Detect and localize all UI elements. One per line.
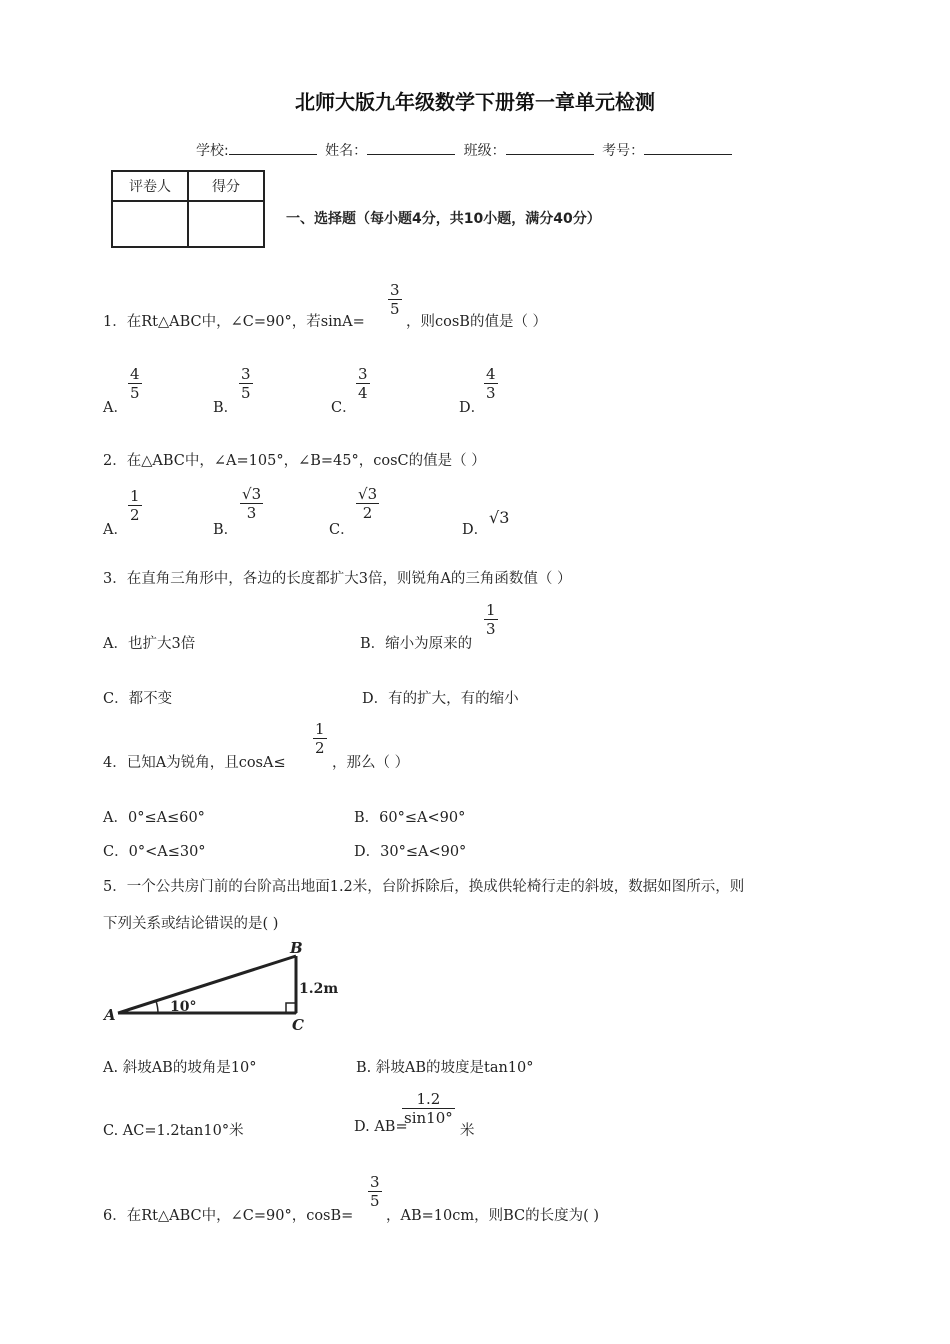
q3-option-d: D．有的扩大，有的缩小: [362, 691, 519, 707]
fraction-denominator: 3: [240, 503, 263, 522]
q5-option-a: A. 斜坡AB的坡角是10°: [103, 1060, 257, 1076]
q1-option-a-label: A．: [103, 400, 128, 416]
fraction-numerator: 1: [130, 487, 140, 505]
class-label: 班级：: [463, 143, 506, 159]
score-table: [111, 170, 265, 248]
q6-stem-fraction: [368, 1173, 382, 1210]
q2-option-c-label: C．: [329, 522, 355, 538]
q5-option-d-pre: D. AB=: [354, 1119, 408, 1135]
fraction-denominator: sin10°: [404, 1109, 453, 1127]
q1-option-d-label: D．: [459, 400, 486, 416]
radicand: 3: [499, 508, 510, 527]
q4-stem-fraction: [313, 720, 327, 757]
vertex-label-b: B: [290, 939, 303, 957]
vertex-label-a: A: [104, 1006, 116, 1024]
fraction-denominator: 5: [130, 384, 140, 402]
fraction-denominator: 5: [390, 300, 400, 318]
fraction-denominator: 2: [356, 503, 379, 522]
name-blank[interactable]: [367, 140, 455, 155]
fraction-denominator: 3: [486, 384, 496, 402]
slope-triangle-figure: [100, 938, 340, 1034]
q2-stem: 2．在△ABC中，∠A=105°，∠B=45°，cosC的值是（ ）: [103, 453, 486, 469]
fraction-denominator: 4: [358, 384, 368, 402]
q1-option-a-fraction: [128, 365, 142, 402]
score-cell[interactable]: [188, 201, 264, 247]
q4-stem-post: ，那么（ ）: [332, 755, 410, 771]
class-blank[interactable]: [506, 140, 594, 155]
sqrt-icon: √: [242, 485, 252, 503]
q5-stem-line2: 下列关系或结论错误的是( ): [103, 916, 279, 932]
grader-cell[interactable]: [112, 201, 188, 247]
q6-stem-post: ，AB=10cm，则BC的长度为( ): [386, 1208, 600, 1224]
q1-option-d-fraction: [484, 365, 498, 402]
q2-option-d-label: D．: [462, 522, 489, 538]
header-info: [196, 140, 736, 160]
page-title: 北师大版九年级数学下册第一章单元检测: [295, 90, 655, 114]
q2-option-b-fraction: [240, 485, 263, 522]
q1-option-b-label: B．: [213, 400, 239, 416]
q3-option-b-pre: B．缩小为原来的: [360, 636, 473, 652]
q1-stem-post: ，则cosB的值是（ ）: [406, 314, 548, 330]
fraction-numerator: 1: [315, 720, 325, 738]
score-header: 得分: [188, 171, 264, 201]
fraction-denominator: 5: [241, 384, 251, 402]
q5-option-b: B. 斜坡AB的坡度是tan10°: [356, 1060, 534, 1076]
q5-stem-line1: 5．一个公共房门前的台阶高出地面1.2米，台阶拆除后，换成供轮椅行走的斜坡，数据如图所示，则: [103, 879, 745, 895]
q4-option-d: D．30°≤A<90°: [354, 844, 467, 860]
q2-option-d-sqrt: [489, 508, 509, 527]
section-heading: 一、选择题（每小题4分，共10小题，满分40分）: [286, 211, 601, 227]
q3-option-a: A．也扩大3倍: [103, 636, 196, 652]
q1-stem-fraction: [388, 281, 402, 318]
q1-stem-pre: 1．在Rt△ABC中，∠C=90°，若sinA=: [103, 314, 365, 330]
q4-stem-pre: 4．已知A为锐角，且cosA≤: [103, 755, 286, 771]
angle-arc-icon: [156, 1001, 158, 1013]
q1-option-b-fraction: [239, 365, 253, 402]
exam-no-label: 考号：: [602, 143, 645, 159]
q2-option-a-fraction: [128, 487, 142, 524]
fraction-numerator: 3: [241, 365, 251, 383]
q3-stem: 3．在直角三角形中，各边的长度都扩大3倍，则锐角A的三角函数值（ ）: [103, 571, 572, 587]
q1-option-c-label: C．: [331, 400, 357, 416]
q2-option-b-label: B．: [213, 522, 239, 538]
school-blank[interactable]: [229, 140, 317, 155]
sqrt-icon: √: [358, 485, 368, 503]
q5-option-c: C. AC=1.2tan10°米: [103, 1123, 244, 1139]
q4-option-b: B．60°≤A<90°: [354, 810, 466, 826]
q6-stem-pre: 6．在Rt△ABC中，∠C=90°，cosB=: [103, 1208, 354, 1224]
triangle-side-ab: [118, 956, 296, 1013]
fraction-denominator: 5: [370, 1192, 380, 1210]
fraction-numerator: 1: [486, 601, 496, 619]
fraction-denominator: 2: [130, 506, 140, 524]
q3-option-c: C．都不变: [103, 691, 173, 707]
q5-option-d-post: 米: [460, 1123, 475, 1139]
vertex-label-c: C: [292, 1016, 304, 1034]
q3-option-b-fraction: [484, 601, 498, 638]
school-label: 学校:: [196, 143, 229, 159]
fraction-numerator: 3: [390, 281, 400, 299]
q5-option-d-fraction: [402, 1090, 455, 1127]
height-label: 1.2m: [299, 981, 339, 997]
q4-option-a: A．0°≤A≤60°: [103, 810, 205, 826]
fraction-numerator: 3: [370, 1173, 380, 1191]
fraction-numerator: 3: [358, 365, 368, 383]
fraction-numerator: 4: [486, 365, 496, 383]
angle-label: 10°: [170, 999, 197, 1015]
fraction-numerator: 1.2: [416, 1090, 441, 1108]
name-label: 姓名：: [325, 143, 368, 159]
q1-option-c-fraction: [356, 365, 370, 402]
sqrt-icon: √: [489, 508, 500, 527]
q2-option-c-fraction: [356, 485, 379, 522]
grader-header: 评卷人: [112, 171, 188, 201]
q4-option-c: C．0°<A≤30°: [103, 844, 206, 860]
radicand: 3: [251, 485, 262, 503]
fraction-denominator: 2: [315, 739, 325, 757]
radicand: 3: [367, 485, 378, 503]
exam-no-blank[interactable]: [644, 140, 732, 155]
fraction-numerator: 4: [130, 365, 140, 383]
q2-option-a-label: A．: [103, 522, 128, 538]
fraction-denominator: 3: [486, 620, 496, 638]
